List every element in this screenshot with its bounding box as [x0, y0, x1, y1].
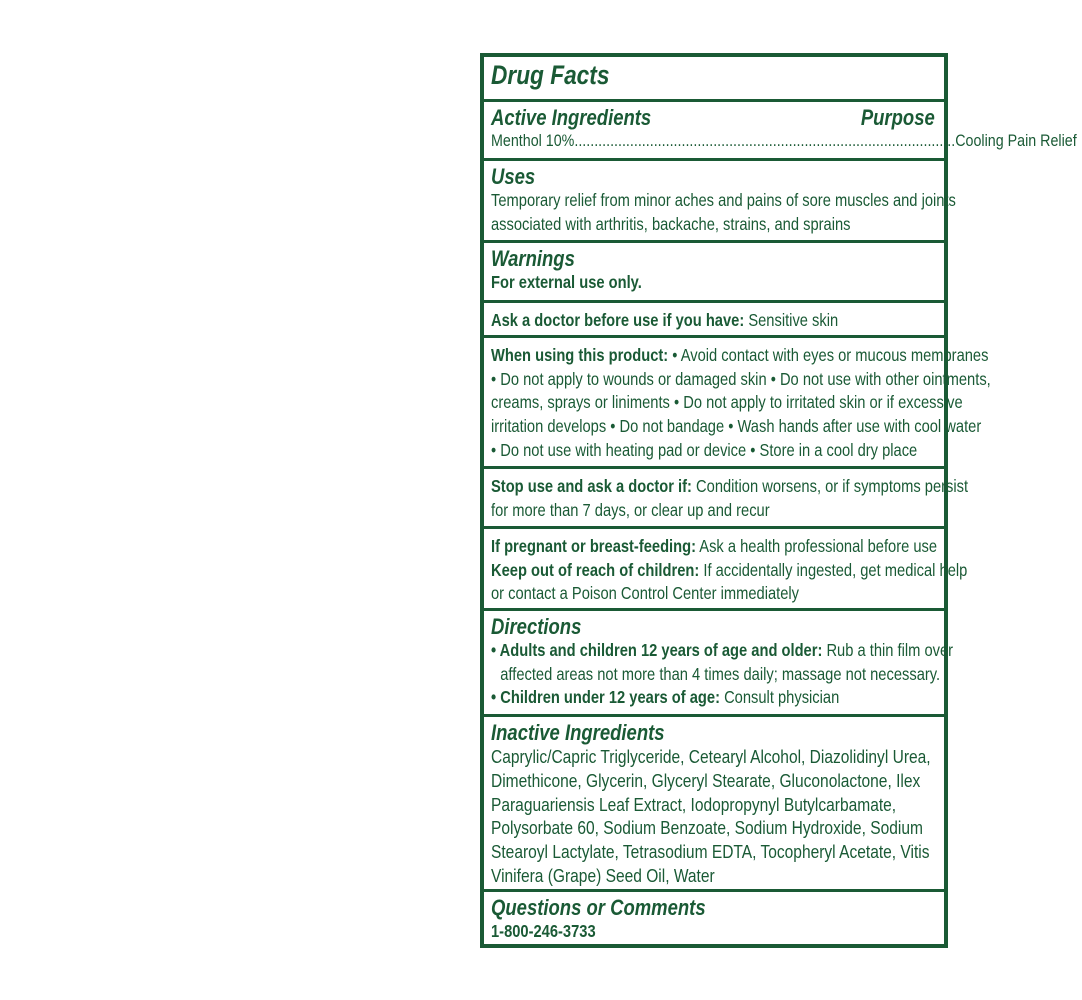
uses-section — [484, 158, 956, 240]
inactive-line-3: Paraguariensis Leaf Extract, Iodopropynyl Butylcarbamate, — [491, 793, 897, 815]
drug-facts-title-section — [484, 57, 944, 99]
when-using-line-4: irritation develops • Do not bandage • Wash hands after use with cool water — [491, 416, 982, 437]
leader-dots: ................................................................................................ — [574, 131, 956, 150]
stop-use-line-1: Condition worsens, or if symptoms persist — [691, 476, 969, 496]
directions-heading: Directions — [491, 614, 582, 639]
ask-doctor-label: Ask a doctor before use if you have: — [491, 310, 745, 330]
adults-directions-label: • Adults and children 12 years of age and older: — [491, 640, 823, 660]
inactive-line-2: Dimethicone, Glycerin, Glyceryl Stearate, Gluconolactone, Ilex — [491, 769, 921, 791]
inactive-line-6: Vinifera (Grape) Seed Oil, Water — [491, 864, 715, 886]
phone-number: 1-800-246-3733 — [491, 921, 596, 941]
when-using-line-2: • Do not apply to wounds or damaged skin • Do not use with other ointments, — [491, 368, 991, 389]
uses-heading: Uses — [491, 164, 536, 189]
ask-doctor-text: Sensitive skin — [744, 310, 839, 330]
inactive-ingredients-section — [484, 714, 944, 889]
when-using-line-1: • Avoid contact with eyes or mucous membranes — [668, 345, 989, 365]
uses-line-2: associated with arthritis, backache, strains, and sprains — [491, 213, 851, 234]
keep-out-label: Keep out of reach of children: — [491, 559, 700, 580]
ask-doctor-section — [484, 300, 944, 335]
drug-facts-panel — [480, 53, 1077, 948]
active-ingredient-purpose: Cooling Pain Relief — [955, 131, 1077, 150]
warnings-heading: Warnings — [491, 246, 575, 271]
directions-section — [484, 608, 954, 714]
inactive-line-4: Polysorbate 60, Sodium Benzoate, Sodium Hydroxide, Sodium — [491, 817, 923, 839]
purpose-heading: Purpose — [860, 105, 935, 130]
active-ingredients-section — [484, 99, 1077, 158]
questions-heading: Questions or Comments — [491, 895, 706, 920]
adults-directions-line-1: Rub a thin film over — [822, 640, 954, 660]
warnings-section — [484, 240, 944, 300]
when-using-section — [484, 335, 991, 466]
pregnancy-children-section — [484, 526, 968, 608]
active-ingredient-name: Menthol 10% — [491, 131, 575, 150]
when-using-line-3: creams, sprays or liniments • Do not apply to irritated skin or if excessive — [491, 392, 963, 413]
pregnant-text: Ask a health professional before use — [695, 536, 938, 556]
keep-out-line-2: or contact a Poison Control Center immediately — [491, 583, 800, 604]
when-using-line-5: • Do not use with heating pad or device • Store in a cool dry place — [491, 439, 918, 460]
questions-section — [484, 889, 944, 944]
stop-use-line-2: for more than 7 days, or clear up and recur — [491, 499, 770, 520]
when-using-label: When using this product: — [491, 345, 669, 365]
adults-directions-line-2: affected areas not more than 4 times daily; massage not necessary. — [500, 663, 941, 684]
active-ingredients-heading: Active Ingredients — [491, 105, 652, 130]
stop-use-section — [484, 466, 969, 526]
children-directions-text: Consult physician — [719, 687, 840, 708]
inactive-line-1: Caprylic/Capric Triglyceride, Cetearyl Alcohol, Diazolidinyl Urea, — [491, 746, 931, 767]
children-directions-label: • Children under 12 years of age: — [491, 687, 720, 708]
external-use-warning: For external use only. — [491, 272, 642, 292]
drug-facts-title: Drug Facts — [491, 60, 610, 90]
uses-line-1: Temporary relief from minor aches and pains of sore muscles and joints — [491, 190, 956, 210]
inactive-ingredients-heading: Inactive Ingredients — [491, 720, 665, 745]
stop-use-label: Stop use and ask a doctor if: — [491, 476, 692, 496]
keep-out-line-1: If accidentally ingested, get medical help — [699, 559, 968, 580]
inactive-line-5: Stearoyl Lactylate, Tetrasodium EDTA, Tocopheryl Acetate, Vitis — [491, 841, 930, 863]
pregnant-label: If pregnant or breast-feeding: — [491, 536, 696, 556]
